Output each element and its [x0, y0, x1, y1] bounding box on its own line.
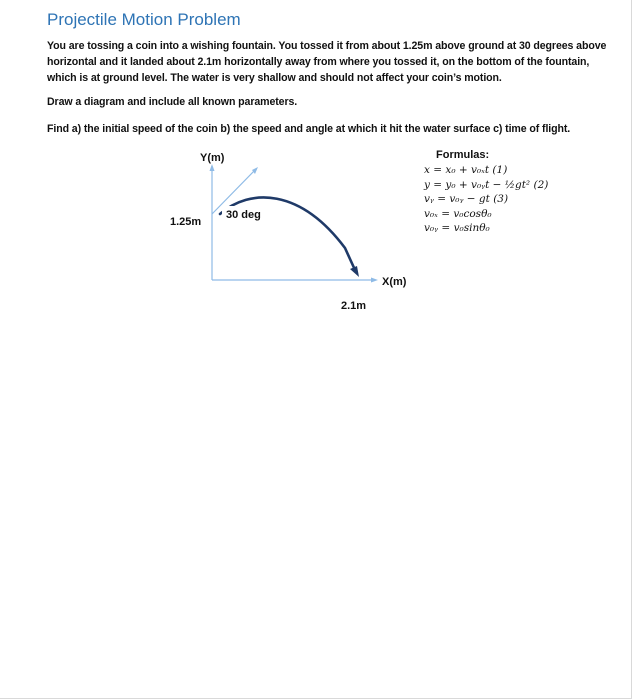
document-title: Projectile Motion Problem	[47, 10, 241, 29]
y-axis-arrowhead	[210, 164, 215, 171]
formula-initial-vy: v₀ᵧ = v₀sinθ₀	[424, 222, 490, 234]
formulas-heading: Formulas:	[436, 149, 490, 161]
trajectory-arrowhead	[350, 266, 359, 277]
problem-question: Find a) the initial speed of the coin b) the speed and angle at which it hit the water surface c) time of flight.	[47, 123, 571, 135]
problem-description: You are tossing a coin into a wishing fountain. You tossed it from about 1.25m above ground at 30 degrees above horizontal and it landed about 2.1m horizontally away from where you tossed it, on the bottom of the fountain, which is at ground level. The water is very shallow and should not affect your coin’s motion.	[47, 40, 607, 84]
x-axis-label: X(m)	[382, 276, 407, 288]
formulas-block	[424, 149, 548, 236]
formula-position-x: x = x₀ + v₀ₓt (1)	[424, 164, 508, 176]
formula-velocity-y: vᵧ = v₀ᵧ − gt (3)	[424, 193, 509, 205]
problem-instruction: Draw a diagram and include all known parameters.	[47, 96, 298, 108]
height-label: 1.25m	[170, 216, 202, 228]
formula-initial-vx: v₀ₓ = v₀cosθ₀	[424, 207, 492, 220]
x-axis-arrowhead	[371, 278, 378, 283]
angle-label: 30 deg	[222, 206, 268, 224]
formula-position-y: y = y₀ + v₀ᵧt − ½gt² (2)	[424, 178, 549, 191]
distance-label: 2.1m	[341, 300, 367, 312]
y-axis-label: Y(m)	[200, 152, 225, 164]
